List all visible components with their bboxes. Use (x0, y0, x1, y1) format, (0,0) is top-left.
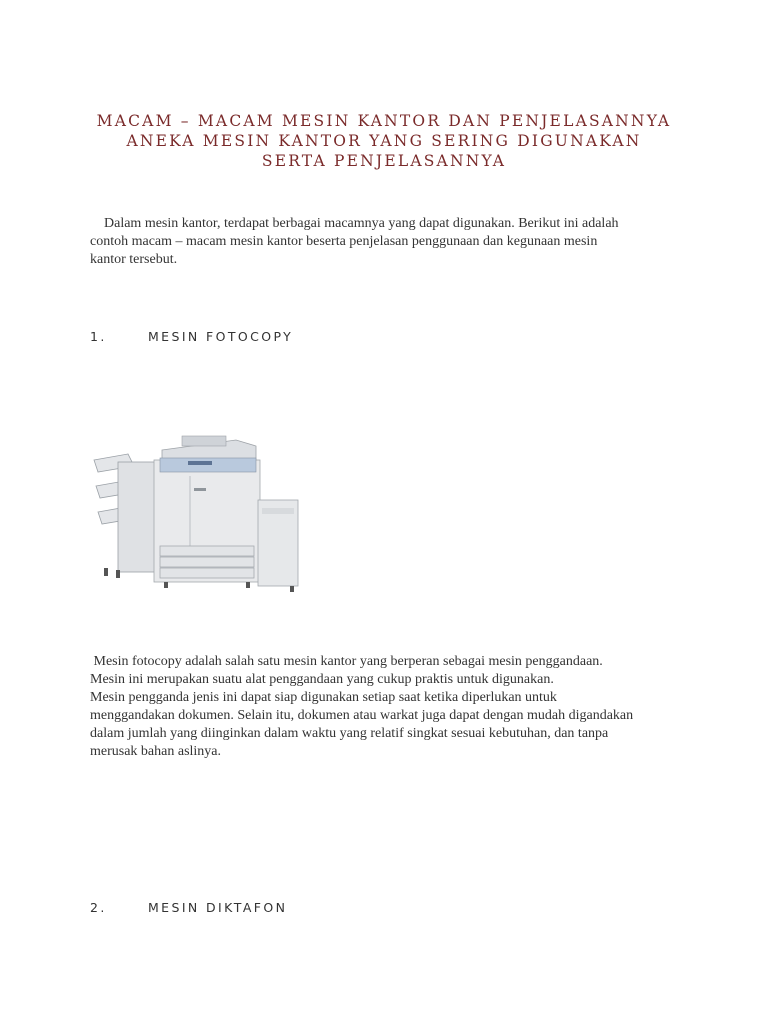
title-line-2: ANEKA MESIN KANTOR YANG SERING DIGUNAKAN (126, 132, 642, 150)
section-1-line: Mesin ini merupakan suatu alat penggandaan yang cukup praktis untuk digunakan. (90, 672, 554, 687)
section-1-line: merusak bahan aslinya. (90, 744, 222, 759)
section-heading-2 (90, 900, 287, 915)
document-title (60, 111, 708, 171)
section-1-paragraph (90, 653, 690, 761)
section-number: 2. (90, 900, 107, 915)
intro-line-1: Dalam mesin kantor, terdapat berbagai macamnya yang dapat digunakan. Berikut ini adalah (90, 216, 619, 231)
photocopier-machine-image (88, 428, 306, 600)
section-1-line: dalam jumlah yang diinginkan dalam waktu yang relatif singkat sesuai kebutuhan, dan tanpa (90, 726, 609, 741)
section-title: MESIN FOTOCOPY (148, 329, 294, 344)
section-number: 1. (90, 329, 107, 344)
section-title: MESIN DIKTAFON (148, 900, 288, 915)
section-1-line: menggandakan dokumen. Selain itu, dokumen atau warkat juga dapat dengan mudah digandakan (90, 708, 634, 723)
intro-paragraph (90, 215, 690, 269)
section-heading-1 (90, 329, 293, 344)
title-line-3: SERTA PENJELASANNYA (261, 152, 507, 170)
intro-line-3: kantor tersebut. (90, 252, 178, 267)
intro-line-2: contoh macam – macam mesin kantor beserta penjelasan penggunaan dan kegunaan mesin (90, 234, 598, 249)
section-1-line: Mesin fotocopy adalah salah satu mesin kantor yang berperan sebagai mesin penggandaan. (90, 654, 603, 669)
title-line-1: MACAM – MACAM MESIN KANTOR DAN PENJELASANNYA (96, 112, 672, 130)
section-1-line: Mesin pengganda jenis ini dapat siap digunakan setiap saat ketika diperlukan untuk (90, 690, 557, 705)
